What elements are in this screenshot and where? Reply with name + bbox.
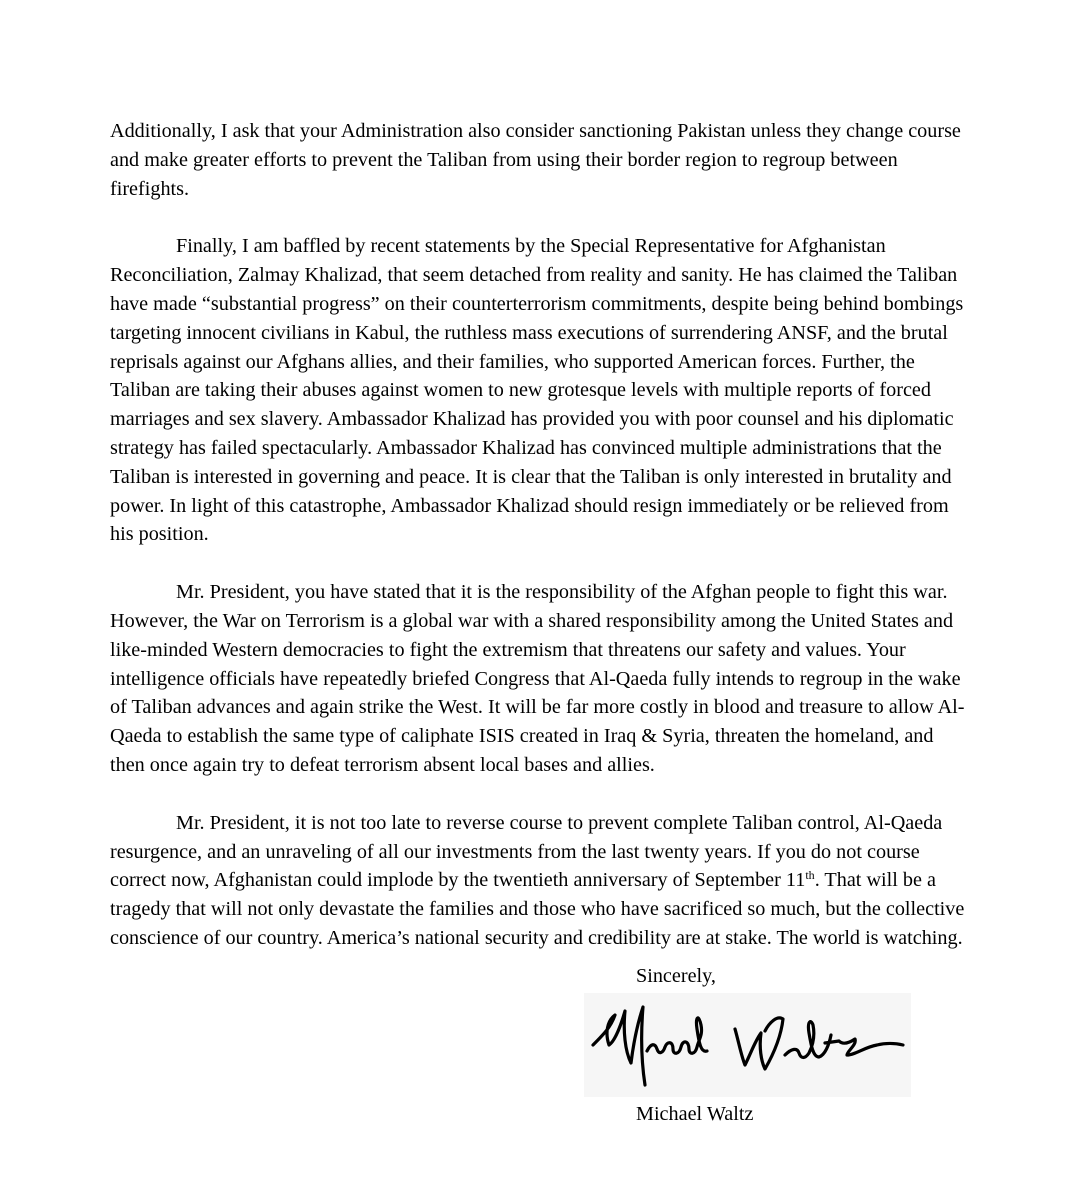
closing-salutation: Sincerely, [636, 965, 716, 987]
paragraph-khalizad: Finally, I am baffled by recent statements by the Special Representative for Afghanistan Reconciliation, Zalmay Khalizad, that seem detached from reality and sanity. He has claimed the Taliban have made “substantial progress” on their counterterrorism commitments, despite being behind bombings targeting innocent civilians in Kabul, the ruthless mass executions of surrendering ANSF, and the brutal reprisals against our Afghans allies, and their families, who supported American forces. Further, the Taliban are taking their abuses against women to new grotesque levels with multiple reports of forced marriages and sex slavery. Ambassador Khalizad has provided you with poor counsel and his diplomatic strategy has failed spectacularly. Ambassador Khalizad has convinced multiple administrations that the Taliban is interested in governing and peace. It is clear that the Taliban is only interested in brutality and power. In light of this catastrophe, Ambassador Khalizad should resign immediately or be relieved from his position. [110, 235, 964, 546]
paragraph-pakistan-sanctions: Additionally, I ask that your Administration also consider sanctioning Pakistan unless they change course and make greater efforts to prevent the Taliban from using their border region to regroup between firefights. [110, 120, 961, 200]
signature-image [585, 985, 915, 1105]
paragraph-reverse-course [110, 809, 972, 953]
paragraph-war-on-terrorism: Mr. President, you have stated that it is the responsibility of the Afghan people to fight this war. However, the War on Terrorism is a global war with a shared responsibility among the United States and like-minded Western democracies to fight the extremism that threatens our safety and values. Your intelligence officials have repeatedly briefed Congress that Al-Qaeda fully intends to regroup in the wake of Taliban advances and again strike the West. It will be far more costly in blood and treasure to allow Al-Qaeda to establish the same type of caliphate ISIS created in Iraq & Syria, threaten the homeland, and then once again try to defeat terrorism absent local bases and allies. [110, 581, 965, 776]
signer-name: Michael Waltz [636, 1103, 754, 1125]
paragraph-reverse-course-text-before: Mr. President, it is not too late to reverse course to prevent complete Taliban control, Al-Qaeda resurgence, and an unraveling of all our investments from the last twenty years. If you do not course correct now, Afghanistan could implode by the twentieth anniversary of September 11 [110, 811, 943, 892]
letter-body [110, 117, 972, 982]
ordinal-superscript: th [805, 868, 815, 883]
paragraph-reverse-course-text-after: . That will be a tragedy that will not only devastate the families and those who have sacrificed so much, but the collective conscience of our country. America’s national security and credibility are at stake. The world is watching. [110, 869, 965, 949]
